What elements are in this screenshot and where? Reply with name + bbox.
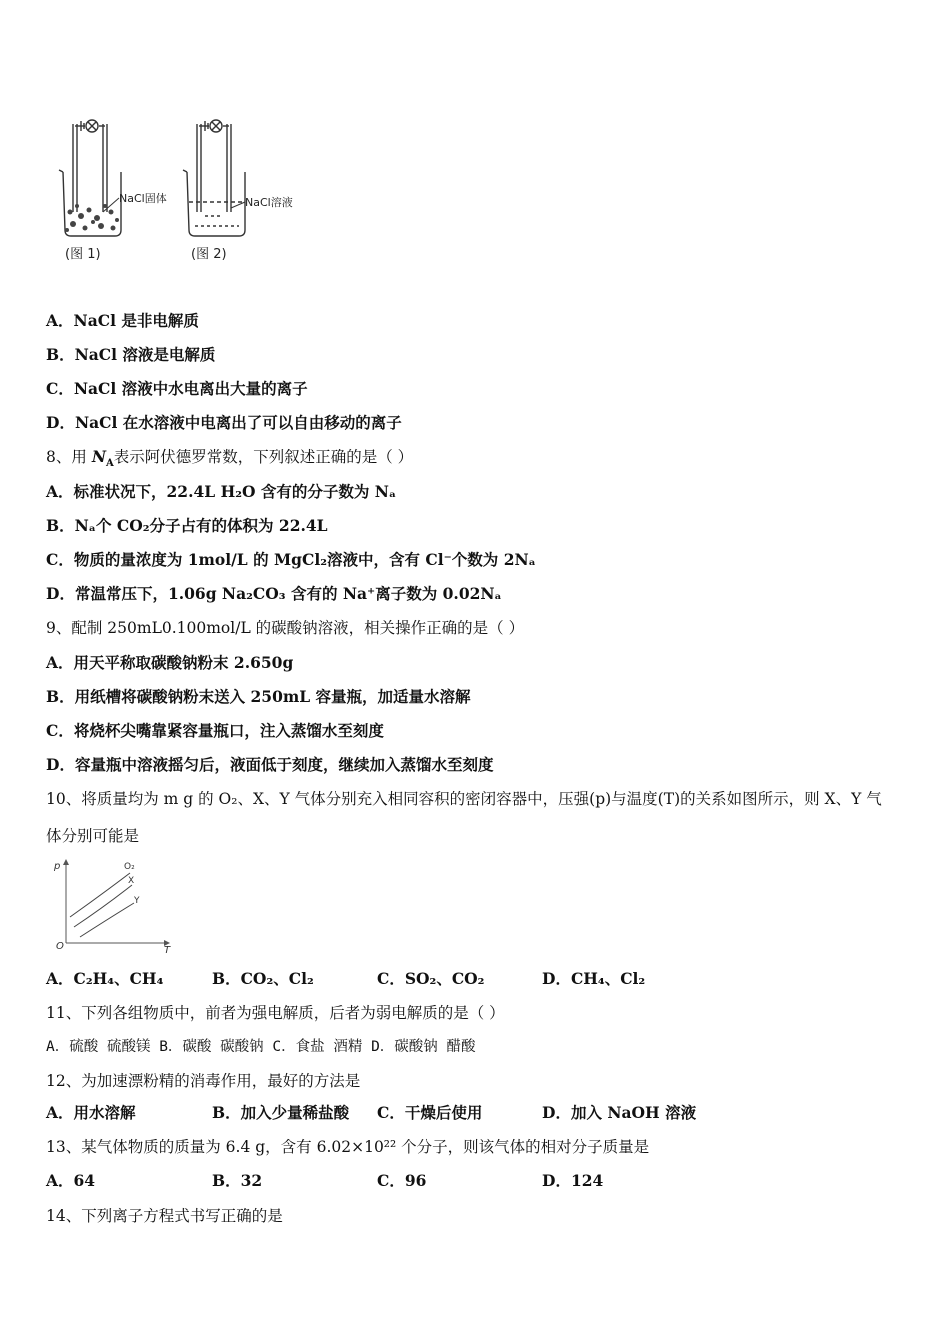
q12-option-d: D．加入 NaOH 溶液: [542, 1103, 697, 1122]
q10-option-a: A．C₂H₄、CH₄: [46, 969, 164, 988]
q7-option-d: D．NaCl 在水溶液中电离出了可以自由移动的离子: [46, 413, 402, 432]
curve-y: [80, 903, 134, 937]
solid-label: NaCl固体: [119, 192, 167, 205]
q7-option-b: B．NaCl 溶液是电解质: [46, 345, 216, 364]
q10-option-b: B．CO₂、Cl₂: [212, 969, 314, 988]
conductivity-figure: [55, 112, 315, 272]
q8-option-b: B．Nₐ个 CO₂分子占有的体积为 22.4L: [46, 516, 328, 535]
beaker-1: [59, 120, 121, 236]
curve-y-label: Y: [134, 896, 140, 906]
curve-x-label: X: [128, 876, 135, 886]
q10-stem-line1: 10、将质量均为 m g 的 O₂、X、Y 气体分别充入相同容积的密闭容器中，压强(p)与温度(T)的关系如图所示，则 X、Y 气: [46, 790, 882, 808]
q13-option-a: A．64: [46, 1171, 96, 1190]
q10-stem-line2: 体分别可能是: [46, 827, 140, 845]
q8-stem: 8、用 $N_A$表示阿伏德罗常数，下列叙述正确的是（ ）: [46, 447, 414, 470]
q12-stem: 12、为加速漂粉精的消毒作用，最好的方法是: [46, 1072, 361, 1090]
x-axis-label: T: [164, 945, 171, 956]
q9-option-b: B．用纸槽将碳酸钠粉末送入 250mL 容量瓶，加适量水溶解: [46, 687, 471, 706]
figure-label-1: (图 1): [65, 247, 101, 262]
q9-option-a: A．用天平称取碳酸钠粉末 2.650g: [46, 653, 294, 672]
curve-x: [74, 885, 132, 927]
q8-option-c: C．物质的量浓度为 1mol/L 的 MgCl₂溶液中，含有 Cl⁻个数为 2Nₐ: [46, 550, 536, 569]
q12-option-c: C．干燥后使用: [377, 1103, 483, 1122]
q11-options: A．硫酸 硫酸镁 B．碳酸 碳酸钠 C．食盐 酒精 D．碳酸钠 醋酸: [46, 1039, 476, 1055]
q14-stem: 14、下列离子方程式书写正确的是: [46, 1207, 283, 1225]
origin-label: O: [56, 941, 64, 952]
q13-option-b: B．32: [212, 1171, 263, 1190]
q13-option-d: D．124: [542, 1171, 604, 1190]
q13-stem: 13、某气体物质的质量为 6.4 g，含有 6.02×10²² 个分子，则该气体的相对分子质量是: [46, 1138, 650, 1156]
curve-o2: [70, 873, 130, 917]
q10-option-c: C．SO₂、CO₂: [377, 969, 485, 988]
q12-option-b: B．加入少量稀盐酸: [212, 1103, 350, 1122]
beaker-2: [183, 120, 245, 236]
curve-o2-label: O₂: [124, 862, 135, 872]
q12-option-a: A．用水溶解: [46, 1103, 136, 1122]
figure-label-2: (图 2): [191, 247, 227, 262]
solution-label: NaCl溶液: [245, 196, 293, 209]
q10-option-d: D．CH₄、Cl₂: [542, 969, 646, 988]
q7-option-a: A．NaCl 是非电解质: [46, 311, 199, 330]
q9-stem: 9、配制 250mL0.100mol/L 的碳酸钠溶液，相关操作正确的是（ ）: [46, 619, 525, 637]
q7-option-c: C．NaCl 溶液中水电离出大量的离子: [46, 379, 308, 398]
q11-stem: 11、下列各组物质中，前者为强电解质，后者为弱电解质的是（ ）: [46, 1004, 505, 1022]
y-axis-label: p: [54, 861, 61, 872]
q13-option-c: C．96: [377, 1171, 427, 1190]
q9-option-d: D．容量瓶中溶液摇匀后，液面低于刻度，继续加入蒸馏水至刻度: [46, 755, 494, 774]
q8-option-d: D．常温常压下，1.06g Na₂CO₃ 含有的 Na⁺离子数为 0.02Nₐ: [46, 584, 502, 603]
q9-option-c: C．将烧杯尖嘴靠紧容量瓶口，注入蒸馏水至刻度: [46, 721, 384, 740]
pressure-temperature-graph: [46, 855, 186, 956]
q8-option-a: A．标准状况下，22.4L H₂O 含有的分子数为 Nₐ: [46, 482, 397, 501]
